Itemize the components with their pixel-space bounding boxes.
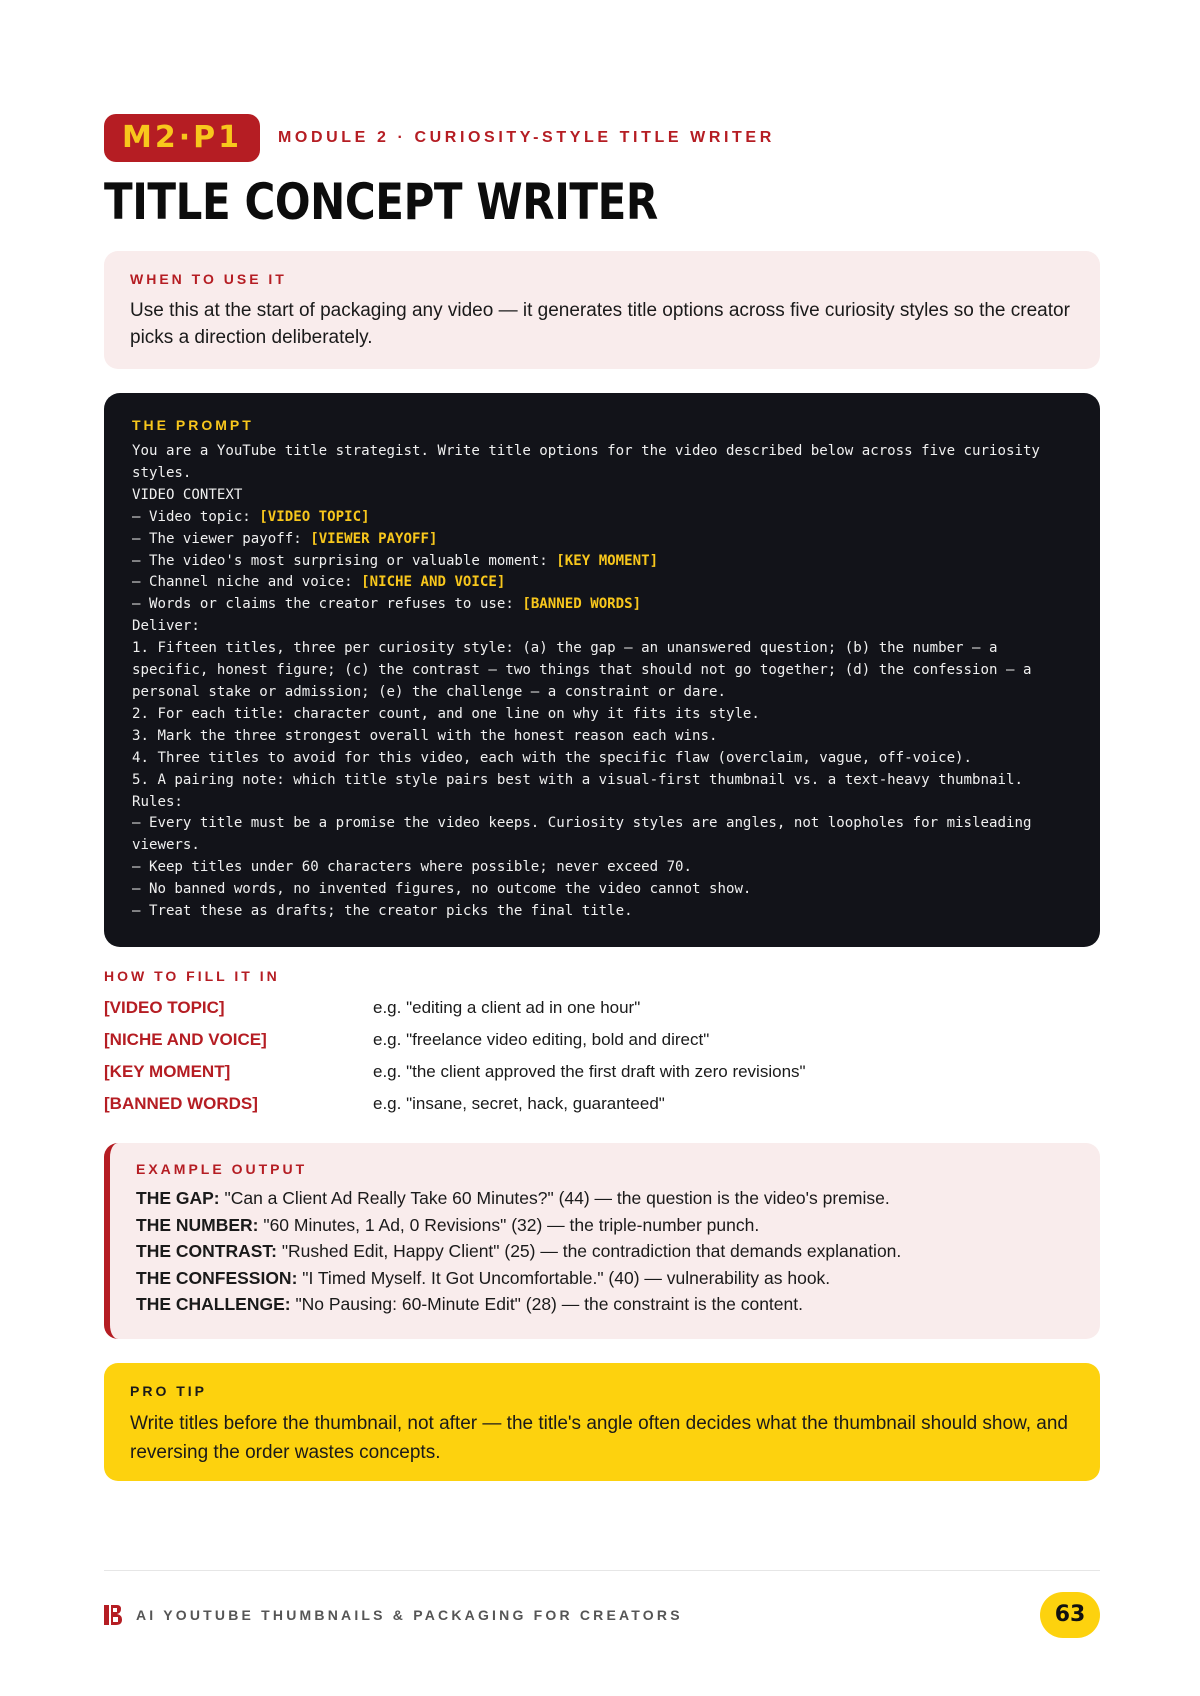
example-line <box>136 1212 1074 1239</box>
prompt-line <box>132 507 1072 529</box>
placeholder-token: [BANNED WORDS] <box>522 596 642 613</box>
fill-key: [BANNED WORDS] <box>104 1094 258 1113</box>
example-title-text: "Can a Client Ad Really Take 60 Minutes?" (44) — the question is the video's premise. <box>219 1188 890 1208</box>
placeholder-token: [VIEWER PAYOFF] <box>310 530 438 547</box>
fill-value: e.g. "editing a client ad in one hour" <box>373 998 641 1017</box>
prompt-line-text: 4. Three titles to avoid for this video, each with the specific flaw (overclaim, vague, off-voice). <box>132 749 973 766</box>
prompt-line-text: specific, honest figure; (c) the contrast – two things that should not go together; (d) the confession – a <box>132 662 1032 679</box>
example-title-text: "60 Minutes, 1 Ad, 0 Revisions" (32) — the triple-number punch. <box>258 1214 760 1235</box>
prompt-line-text: – No banned words, no invented figures, no outcome the video cannot show. <box>132 881 752 898</box>
prompt-line <box>132 551 1072 573</box>
example-line <box>136 1265 1074 1292</box>
example-line <box>136 1238 1074 1265</box>
book-logo-icon <box>104 1605 122 1625</box>
prompt-line-text: – The viewer payoff: <box>132 530 311 547</box>
footer-book-title: AI YOUTUBE THUMBNAILS & PACKAGING FOR CREATORS <box>136 1607 683 1623</box>
fill-in-section <box>104 968 1100 1120</box>
prompt-line-text: You are a YouTube title strategist. Write title options for the video described below across five curiosity <box>132 443 1040 459</box>
pro-tip-label: PRO TIP <box>130 1383 208 1399</box>
placeholder-token: [VIDEO TOPIC] <box>259 508 370 525</box>
pro-tip-box <box>104 1363 1100 1481</box>
example-title-text: "No Pausing: 60-Minute Edit" (28) — the constraint is the content. <box>290 1294 803 1314</box>
prompt-line <box>132 792 1072 814</box>
prompt-line-text: 1. Fifteen titles, three per curiosity style: (a) the gap – an unanswered question; (b) the number – a <box>132 640 998 657</box>
prompt-line <box>132 748 1072 770</box>
prompt-line-text: – Words or claims the creator refuses to use: <box>132 596 523 613</box>
fill-key: [NICHE AND VOICE] <box>104 1030 267 1049</box>
prompt-line <box>132 638 1072 660</box>
placeholder-token: [NICHE AND VOICE] <box>361 574 506 591</box>
prompt-label: THE PROMPT <box>132 417 254 433</box>
when-to-use-text: Use this at the start of packaging any video — it generates title options across five curiosity styles so the creator picks a direction deliberately. <box>130 300 1070 348</box>
example-style-name: THE NUMBER: <box>136 1214 259 1235</box>
prompt-line <box>132 835 1072 857</box>
example-style-name: THE GAP: <box>136 1188 220 1208</box>
prompt-line-text: Rules: <box>132 793 183 810</box>
example-style-name: THE CONFESSION: <box>136 1267 298 1288</box>
example-line <box>136 1291 1074 1318</box>
prompt-line <box>132 485 1072 507</box>
prompt-line <box>132 441 1072 463</box>
prompt-line-text: – Treat these as drafts; the creator picks the final title. <box>132 903 633 920</box>
prompt-line-text: personal stake or admission; (e) the challenge – a constraint or dare. <box>132 683 726 700</box>
prompt-line-text: styles. <box>132 464 192 481</box>
placeholder-token: [KEY MOMENT] <box>556 552 659 569</box>
example-style-name: THE CONTRAST: <box>136 1241 277 1261</box>
module-label: MODULE 2 · CURIOSITY-STYLE TITLE WRITER <box>278 129 775 146</box>
example-output-box <box>104 1143 1100 1339</box>
fill-value: e.g. "freelance video editing, bold and direct" <box>373 1030 710 1049</box>
example-style-name: THE CHALLENGE: <box>136 1294 291 1314</box>
prompt-line-text: – The video's most surprising or valuable moment: <box>132 552 557 569</box>
when-to-use-box <box>104 251 1100 369</box>
prompt-line <box>132 529 1072 551</box>
prompt-line <box>132 616 1072 638</box>
prompt-line-text: – Video topic: <box>132 508 260 525</box>
prompt-line-text: 5. A pairing note: which title style pairs best with a visual-first thumbnail vs. a text-heavy thumbnail. <box>132 771 1023 788</box>
pro-tip-text: Write titles before the thumbnail, not after — the title's angle often decides what the thumbnail should show, and reversing the order wastes concepts. <box>130 1413 1068 1463</box>
fill-key: [VIDEO TOPIC] <box>104 998 225 1017</box>
prompt-text <box>132 441 1072 923</box>
prompt-line <box>132 857 1072 879</box>
footer-divider <box>104 1570 1100 1571</box>
example-title-text: "Rushed Edit, Happy Client" (25) — the contradiction that demands explanation. <box>276 1241 902 1261</box>
footer <box>104 1592 1100 1638</box>
prompt-line-text: – Keep titles under 60 characters where possible; never exceed 70. <box>132 859 693 876</box>
prompt-line <box>132 813 1072 835</box>
example-output-label: EXAMPLE OUTPUT <box>136 1161 308 1177</box>
prompt-line <box>132 901 1072 923</box>
prompt-box <box>104 393 1100 947</box>
fill-row <box>104 992 1100 1024</box>
fill-value: e.g. "the client approved the first draft with zero revisions" <box>373 1062 806 1081</box>
header <box>104 114 775 162</box>
prompt-line-text: Deliver: <box>132 618 200 635</box>
example-title-text: "I Timed Myself. It Got Uncomfortable." (40) — vulnerability as hook. <box>297 1267 831 1288</box>
prompt-line <box>132 463 1072 485</box>
prompt-line-text: VIDEO CONTEXT <box>132 486 243 503</box>
example-list <box>136 1185 1074 1318</box>
prompt-line <box>132 660 1072 682</box>
prompt-line-text: – Channel niche and voice: <box>132 574 362 591</box>
module-badge: M2·P1 <box>104 114 260 162</box>
prompt-line <box>132 704 1072 726</box>
fill-row <box>104 1056 1100 1088</box>
fill-row <box>104 1088 1100 1120</box>
prompt-line <box>132 770 1072 792</box>
prompt-line <box>132 682 1072 704</box>
fill-key: [KEY MOMENT] <box>104 1062 231 1081</box>
prompt-line <box>132 594 1072 616</box>
page-title: TITLE CONCEPT WRITER <box>104 173 658 231</box>
prompt-line-text: 3. Mark the three strongest overall with the honest reason each wins. <box>132 727 718 744</box>
prompt-line <box>132 726 1072 748</box>
fill-in-label: HOW TO FILL IT IN <box>104 968 280 984</box>
fill-row <box>104 1024 1100 1056</box>
when-to-use-label: WHEN TO USE IT <box>130 271 287 287</box>
page-number: 63 <box>1040 1592 1100 1638</box>
prompt-line-text: – Every title must be a promise the video keeps. Curiosity styles are angles, not loopholes for misleading <box>132 815 1032 832</box>
prompt-line-text: viewers. <box>132 837 200 854</box>
prompt-line <box>132 879 1072 901</box>
prompt-line-text: 2. For each title: character count, and one line on why it fits its style. <box>132 705 760 722</box>
prompt-line <box>132 572 1072 594</box>
fill-value: e.g. "insane, secret, hack, guaranteed" <box>373 1094 665 1113</box>
example-line <box>136 1185 1074 1212</box>
